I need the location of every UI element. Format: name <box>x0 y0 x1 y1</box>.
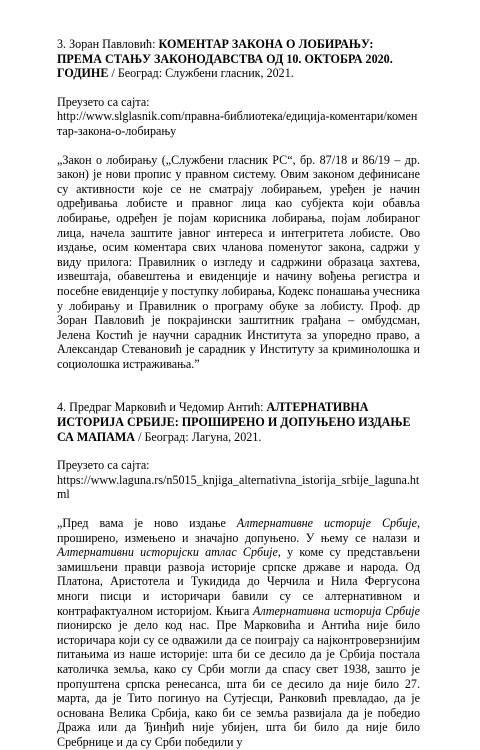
entry-4-quote-part-4: пионирско је дело код нас. Пре Марковића и Антића није било историчара који су се одважили да се поиграју са најконтроверзнијим питањима из наше историје: шта би се десило да је Србија постала католичка земља, како су Срби могли да спасу свет 1938, зашто је пропуштена српска ренесанса, шта би се десило да није било 27. марта, да је Тито погинуо на Сутјесци, Ранковић превладао, да је основана Велика Србија, како би се земља развијала да је победио Дража или да Ђинђић није убијен, шта би било да није било Сребрнице и да су Срби победили у <box>57 618 420 749</box>
entry-4-quote-part-1: „Пред вама је ново издање <box>57 516 237 531</box>
entry-4-publication: / Београд: Лагуна, 2021. <box>138 429 262 444</box>
entry-4-quote-part-3: , у коме су представљени замишљени правци развоја историје српске државе и народа. Од Платона, Аристотела и Тукидида до Черчила и Нила Фергусона многи писци и историчари бавили су се алтернативном и контрафактуалном историјом. Књига <box>57 545 420 618</box>
entry-4-author: Предраг Марковић и Чедомир Антић: <box>69 400 264 415</box>
entry-4-quote-italic-3: Алтернативна историја Србије <box>253 603 420 618</box>
entry-3-quote: „Закон о лобирању („Службени гласник РС“, бр. 87/18 и 86/19 – др. закон) је нови пропис у правном систему. Овим законом дефинисане су активности које се не сматрају лобирањем, уређен је начин одређивања лобисте и правног лица као субјекта који обавља лобирање, одређен је појам корисника лобирања, појам лобираног лица, начела заштите јавног интереса и интегритета лобисте. Ово издање, осим коментара свих чланова поменутог закона, садржи у виду прилога: Правилник о изгледу и садржини образаца захтева, извештаја, обавештења и евиденције и начину вођења регистра и посебне евиденције у поступку лобирања, Кодекс понашања учесника у лобирању и Правилник о програму обуке за лобисту. Проф. др Зоран Павловић је покрајински заштитник грађана – омбудсман, Јелена Костић је научни сарадник Института за упоредно право, а Александар Стевановић је сарадник у Институту за криминолошка и социолошка истраживања.” <box>57 152 420 371</box>
entry-4-quote-part-2: , проширено, измењено и значајно допуњено. У њему се налази и <box>57 516 420 545</box>
entry-3-citation <box>57 37 420 81</box>
entry-4-number: 4. <box>57 400 67 415</box>
entry-3-source-link[interactable]: http://www.slglasnik.com/правна-библиотека/едиција-коментари/коментар-закона-о-лобирању <box>57 109 418 138</box>
entry-3-source-label: Преузето са сајта: <box>57 94 150 109</box>
entry-4-citation <box>57 400 420 444</box>
entry-3-title: КОМЕНТАР ЗАКОНА О ЛОБИРАЊУ: ПРЕМА СТАЊУ ЗАКОНОДАВСТВА ОД 10. ОКТОБРА 2020. ГОДИНЕ <box>57 37 393 81</box>
entry-4-title: АЛТЕРНАТИВНА ИСТОРИЈА СРБИЈЕ: ПРОШИРЕНО И ДОПУЊЕНО ИЗДАЊЕ СА МАПАМА <box>57 400 411 444</box>
entry-3-number: 3. <box>57 37 67 51</box>
document-page <box>57 37 420 750</box>
entry-4-source-link[interactable]: https://www.laguna.rs/n5015_knjiga_alternativna_istorija_srbije_laguna.html <box>57 472 420 502</box>
entry-3-author: Зоран Павловић: <box>69 37 156 51</box>
entry-4-quote <box>57 516 420 750</box>
entry-4-quote-italic-2: Алтернативни историјски атлас Србије <box>57 545 278 560</box>
entry-3-publication: / Београд: Службени гласник, 2021. <box>111 66 294 81</box>
entry-4-quote-italic-1: Алтернативне историје Србије <box>236 516 417 531</box>
entry-4-source-label: Преузето са сајта: <box>57 458 150 473</box>
